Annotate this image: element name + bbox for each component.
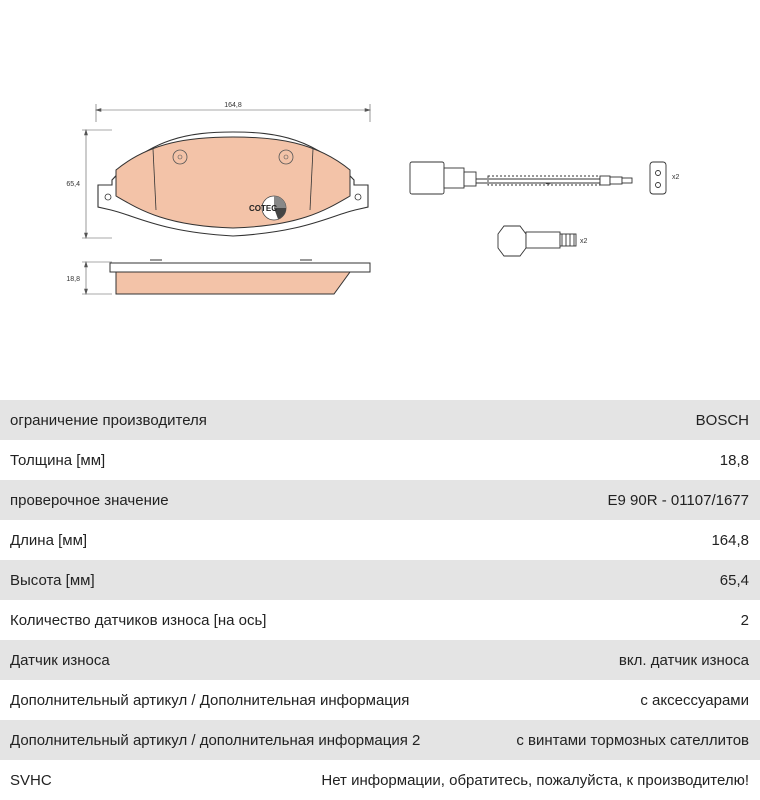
- spec-label: Толщина [мм]: [10, 451, 106, 469]
- spec-value: BOSCH: [695, 411, 749, 429]
- spec-value: с винтами тормозных сателлитов: [516, 731, 749, 749]
- clip-quantity: x2: [672, 174, 680, 181]
- specification-table: [0, 400, 760, 800]
- spec-value: с аксессуарами: [640, 691, 749, 709]
- spec-label: ограничение производителя: [10, 411, 207, 429]
- spec-value: 65,4: [719, 571, 749, 589]
- height-dimension: [82, 130, 112, 238]
- side-friction-material: [116, 272, 350, 294]
- side-backing-plate: [110, 263, 370, 272]
- svg-text:COTEC: COTEC: [249, 204, 277, 213]
- spec-row-test-value: [0, 480, 760, 520]
- spec-label: Дополнительный артикул / дополнительная информация 2: [10, 731, 421, 749]
- length-label: 164,8: [224, 102, 242, 109]
- thickness-label: 18,8: [66, 276, 80, 283]
- spec-label: Количество датчиков износа [на ось]: [10, 611, 267, 629]
- spec-row-additional-info-2: [0, 720, 760, 760]
- spec-value: 2: [740, 611, 749, 629]
- spec-row-length: [0, 520, 760, 560]
- spec-row-svhc: [0, 760, 760, 800]
- height-label: 65,4: [66, 181, 80, 188]
- spec-row-height: [0, 560, 760, 600]
- spec-value: Нет информации, обратитесь, пожалуйста, к производителю!: [321, 771, 749, 789]
- spec-row-thickness: [0, 440, 760, 480]
- spec-label: проверочное значение: [10, 491, 169, 509]
- spec-value: 18,8: [719, 451, 749, 469]
- sensor-clip: [650, 162, 666, 194]
- spec-row-manufacturer-restriction: [0, 400, 760, 440]
- spec-label: Датчик износа: [10, 651, 110, 669]
- spec-label: SVHC: [10, 771, 52, 789]
- spec-value: вкл. датчик износа: [618, 651, 749, 669]
- spec-value: E9 90R - 01107/1677: [607, 491, 749, 509]
- spec-row-additional-info: [0, 680, 760, 720]
- guide-bolt: [498, 226, 576, 256]
- bolt-quantity: x2: [580, 238, 588, 245]
- spec-label: Дополнительный артикул / Дополнительная информация: [10, 691, 410, 709]
- svg-text:∼: ∼: [545, 181, 551, 188]
- mount-hole-right: [355, 194, 361, 200]
- thickness-dimension: [82, 262, 112, 294]
- wear-sensor: [410, 162, 632, 194]
- spec-row-sensor-count: [0, 600, 760, 640]
- spec-value: 164,8: [711, 531, 749, 549]
- spec-row-wear-sensor: [0, 640, 760, 680]
- spec-label: Длина [мм]: [10, 531, 88, 549]
- mount-hole-left: [105, 194, 111, 200]
- spec-label: Высота [мм]: [10, 571, 95, 589]
